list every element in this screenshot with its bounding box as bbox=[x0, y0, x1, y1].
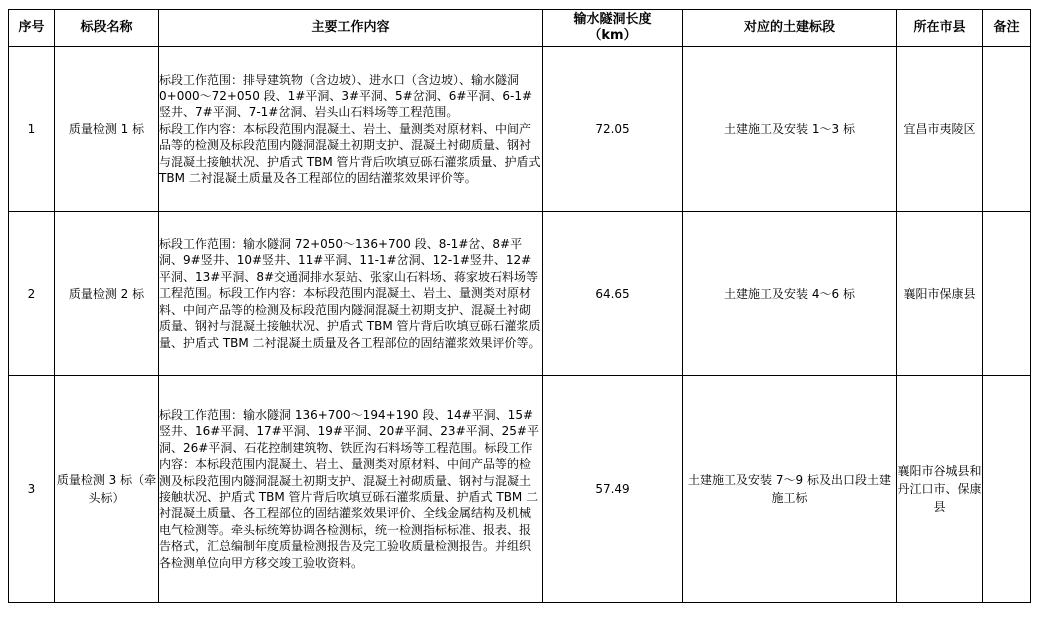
header-tunnel-length-line1: 输水隧洞长度 bbox=[573, 12, 652, 27]
cell-civil-section: 土建施工及安装 7～9 标及出口段土建施工标 bbox=[683, 376, 897, 603]
cell-main-content bbox=[159, 376, 543, 603]
header-seq: 序号 bbox=[9, 10, 55, 47]
header-county: 所在市县 bbox=[897, 10, 983, 47]
cell-county: 襄阳市谷城县和丹江口市、保康县 bbox=[897, 376, 983, 603]
work-scope-table bbox=[8, 9, 1031, 603]
cell-section-name: 质量检测 2 标 bbox=[55, 212, 159, 376]
header-civil-section: 对应的土建标段 bbox=[683, 10, 897, 47]
cell-civil-section: 土建施工及安装 4～6 标 bbox=[683, 212, 897, 376]
table-row bbox=[9, 212, 1031, 376]
scope-text bbox=[159, 236, 542, 351]
cell-remarks bbox=[983, 376, 1031, 603]
header-row bbox=[9, 10, 1031, 47]
cell-county: 襄阳市保康县 bbox=[897, 212, 983, 376]
cell-main-content bbox=[159, 47, 543, 212]
cell-remarks bbox=[983, 47, 1031, 212]
table-row bbox=[9, 376, 1031, 603]
cell-county: 宜昌市夷陵区 bbox=[897, 47, 983, 212]
header-tunnel-length bbox=[543, 10, 683, 47]
header-tunnel-length-line2: （km） bbox=[588, 28, 637, 43]
cell-tunnel-length: 72.05 bbox=[543, 47, 683, 212]
header-remarks: 备注 bbox=[983, 10, 1031, 47]
cell-seq: 1 bbox=[9, 47, 55, 212]
scope-text-span: 标段工作范围：输水隧洞 136+700～194+190 段、14#平洞、15#竖井、16#平洞、17#平洞、19#平洞、20#平洞、23#平洞、25#平洞、26#平洞、石花控制建筑物、铁匠沟石料场等工程范围。 bbox=[159, 407, 539, 455]
header-main-content: 主要工作内容 bbox=[159, 10, 543, 47]
cell-seq: 2 bbox=[9, 212, 55, 376]
cell-tunnel-length: 57.49 bbox=[543, 376, 683, 603]
scope-text: 标段工作范围：排导建筑物（含边坡）、进水口（含边坡）、输水隧洞 0+000～72+050 段、1#平洞、3#平洞、5#岔洞、6#平洞、6-1#竖井、7#平洞、7-1#岔洞、岩头山石料场等工程范围。 bbox=[159, 72, 533, 120]
scope-text bbox=[159, 407, 542, 571]
cell-section-name: 质量检测 1 标 bbox=[55, 47, 159, 212]
cell-seq: 3 bbox=[9, 376, 55, 603]
content-text: 标段工作内容：本标段范围内混凝土、岩土、量测类对原材料、中间产品等的检测及标段范围内隧洞混凝土初期支护、混凝土衬砌质量、钢衬与混凝土接触状况、护盾式 TBM 管片背后吹填豆砾石灌浆质量、护盾式 TBM 二衬混凝土质量及各工程部位的固结灌浆效果评价等。 bbox=[159, 286, 541, 350]
cell-civil-section: 土建施工及安装 1～3 标 bbox=[683, 47, 897, 212]
header-section-name: 标段名称 bbox=[55, 10, 159, 47]
cell-main-content bbox=[159, 212, 543, 376]
content-text: 标段工作内容：本标段范围内混凝土、岩土、量测类对原材料、中间产品等的检测及标段范围内隧洞混凝土初期支护、混凝土衬砌质量、钢衬与混凝土接触状况、护盾式 TBM 管片背后吹填豆砾石灌浆质量、护盾式 TBM 二衬混凝土质量及各工程部位的固结灌浆效果评价等。 bbox=[159, 121, 541, 186]
table-row bbox=[9, 47, 1031, 212]
scope-text-span: 标段工作范围：输水隧洞 72+050～136+700 段、8-1#岔、8#平洞、9#竖井、10#竖井、11#平洞、11-1#岔洞、12-1#竖井、12#平洞、13#平洞、8#交通洞排水泵站、张家山石料场、蒋家坡石料场等工程范围。 bbox=[159, 237, 539, 301]
cell-tunnel-length: 64.65 bbox=[543, 212, 683, 376]
cell-remarks bbox=[983, 212, 1031, 376]
content-text: 标段工作内容：本标段范围内混凝土、岩土、量测类对原材料、中间产品等的检测及标段范围内隧洞混凝土初期支护、混凝土衬砌质量、钢衬与混凝土接触状况、护盾式 TBM 管片背后吹填豆砾石灌浆质量、护盾式 TBM 二衬混凝土质量、各工程部位的固结灌浆效果评价、全线金属结构及机械电气检测等。牵头标统筹协调各检测标，统一检测指标标准、报表、报告格式，汇总编制年度质量检测报告及完工验收质量检测报告。并组织各检测单位向甲方移交竣工验收资料。 bbox=[159, 440, 539, 570]
cell-section-name: 质量检测 3 标（牵头标） bbox=[55, 376, 159, 603]
